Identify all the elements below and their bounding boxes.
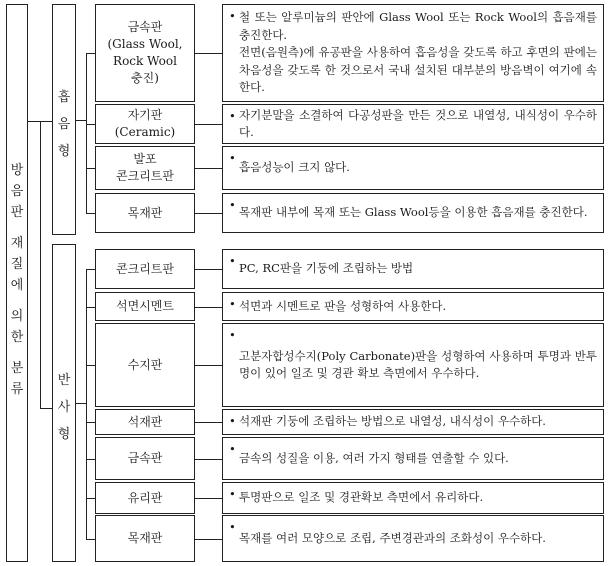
description-text: 목재판 내부에 목재 또는 Glass Wool등을 이용한 흡음재를 충진한다. bbox=[239, 205, 588, 220]
connector-cat-1-5 bbox=[86, 498, 95, 499]
description-text: 고분자합성수지(Poly Carbonate)판을 성형하여 사용하며 투명과 반투명이 있어 일조 및 경관 확보 측면에서 우수하다. bbox=[239, 348, 597, 380]
bullet: • bbox=[229, 520, 236, 534]
group-label-0: 흡 음 형 bbox=[57, 89, 71, 159]
connector-desc-0-2 bbox=[195, 168, 222, 169]
bullet: • bbox=[229, 442, 236, 456]
connector-cat-1-3 bbox=[86, 422, 95, 423]
connector-desc-0-1 bbox=[195, 124, 222, 125]
connector-desc-1-0 bbox=[195, 269, 222, 270]
description-text: 투명판으로 일조 및 경관확보 측면에서 유리하다. bbox=[239, 490, 484, 505]
description-1-6 bbox=[222, 515, 604, 562]
connector-root-h2 bbox=[40, 408, 52, 409]
bullet: • bbox=[229, 9, 236, 23]
bullet: • bbox=[229, 328, 236, 342]
category-0-0: 금속판 (Glass Wool, Rock Wool 충진) bbox=[95, 4, 195, 102]
bullet: • bbox=[229, 109, 236, 123]
category-1-2: 수지판 bbox=[95, 323, 195, 407]
description-text: 철 또는 알루미늄의 판안에 Glass Wool 또는 Rock Wool의 흡음재를 충진한다. 전면(음원측)에 유공판을 사용하여 흡음성을 갖도록 하고 후면의 판에는 차음성을 갖도록 한 것으로서 국내 설치된 대부분의 방음벽이 여기에 속한다. bbox=[239, 10, 597, 95]
category-1-1: 석면시멘트 bbox=[95, 292, 195, 321]
connector-cat-1-2 bbox=[86, 365, 95, 366]
category-1-4: 금속판 bbox=[95, 437, 195, 480]
bullet: • bbox=[229, 414, 236, 428]
category-1-5: 유리판 bbox=[95, 482, 195, 514]
connector-cat-1-1 bbox=[86, 307, 95, 308]
connector-desc-1-1 bbox=[195, 307, 222, 308]
description-text: 금속의 성질을 이용, 여러 가지 형태를 연출할 수 있다. bbox=[239, 450, 509, 465]
bullet: • bbox=[229, 487, 236, 501]
connector-desc-1-2 bbox=[195, 365, 222, 366]
description-0-3 bbox=[222, 193, 604, 233]
connector-cat-0-3 bbox=[86, 213, 95, 214]
group-bus-h-1 bbox=[76, 403, 86, 404]
description-1-3 bbox=[222, 409, 604, 435]
connector-cat-0-1 bbox=[86, 124, 95, 125]
description-text: 흡음성능이 크지 않다. bbox=[239, 160, 350, 175]
category-0-2: 발포 콘크리트판 bbox=[95, 146, 195, 190]
connector-cat-1-6 bbox=[86, 539, 95, 540]
description-0-2 bbox=[222, 146, 604, 190]
description-1-1 bbox=[222, 292, 604, 321]
connector-desc-1-6 bbox=[195, 539, 222, 540]
description-1-2 bbox=[222, 323, 604, 407]
connector-cat-1-4 bbox=[86, 459, 95, 460]
group-bus-h-0 bbox=[76, 120, 86, 121]
connector-cat-1-0 bbox=[86, 269, 95, 270]
connector-desc-0-3 bbox=[195, 213, 222, 214]
description-text: 석재판 기둥에 조립하는 방법으로 내열성, 내식성이 우수하다. bbox=[239, 414, 546, 429]
category-1-6: 목재판 bbox=[95, 515, 195, 562]
description-1-0 bbox=[222, 249, 604, 289]
group-bus-v-0 bbox=[86, 53, 87, 213]
connector-root-v bbox=[40, 121, 41, 408]
connector-desc-0-0 bbox=[195, 53, 222, 54]
description-1-4 bbox=[222, 437, 604, 480]
description-0-0 bbox=[222, 4, 604, 102]
description-1-5 bbox=[222, 482, 604, 514]
bullet: • bbox=[229, 151, 236, 165]
bullet: • bbox=[229, 297, 236, 311]
bullet: • bbox=[229, 198, 236, 212]
description-text: 자기분말을 소결하여 다공성판을 만든 것으로 내열성, 내식성이 우수하다. bbox=[239, 107, 597, 139]
description-text: 목재를 여러 모양으로 조립, 주변경관과의 조화성이 우수하다. bbox=[239, 530, 546, 545]
category-0-3: 목재판 bbox=[95, 193, 195, 233]
root-label: 방 음 판 재 질 에 의 한 분 류 bbox=[10, 163, 24, 397]
category-0-1: 자기판 (Ceramic) bbox=[95, 104, 195, 144]
category-1-3: 석재판 bbox=[95, 409, 195, 435]
connector-cat-0-0 bbox=[86, 53, 95, 54]
description-text: PC, RC판을 기둥에 조립하는 방법 bbox=[239, 261, 414, 276]
connector-desc-1-3 bbox=[195, 422, 222, 423]
description-text: 석면과 시멘트로 판을 성형하여 사용한다. bbox=[239, 298, 447, 313]
bullet: • bbox=[229, 254, 236, 268]
group-label-1: 반 사 형 bbox=[57, 373, 71, 442]
connector-desc-1-5 bbox=[195, 498, 222, 499]
description-0-1 bbox=[222, 104, 604, 144]
connector-desc-1-4 bbox=[195, 459, 222, 460]
category-1-0: 콘크리트판 bbox=[95, 249, 195, 289]
connector-cat-0-2 bbox=[86, 168, 95, 169]
